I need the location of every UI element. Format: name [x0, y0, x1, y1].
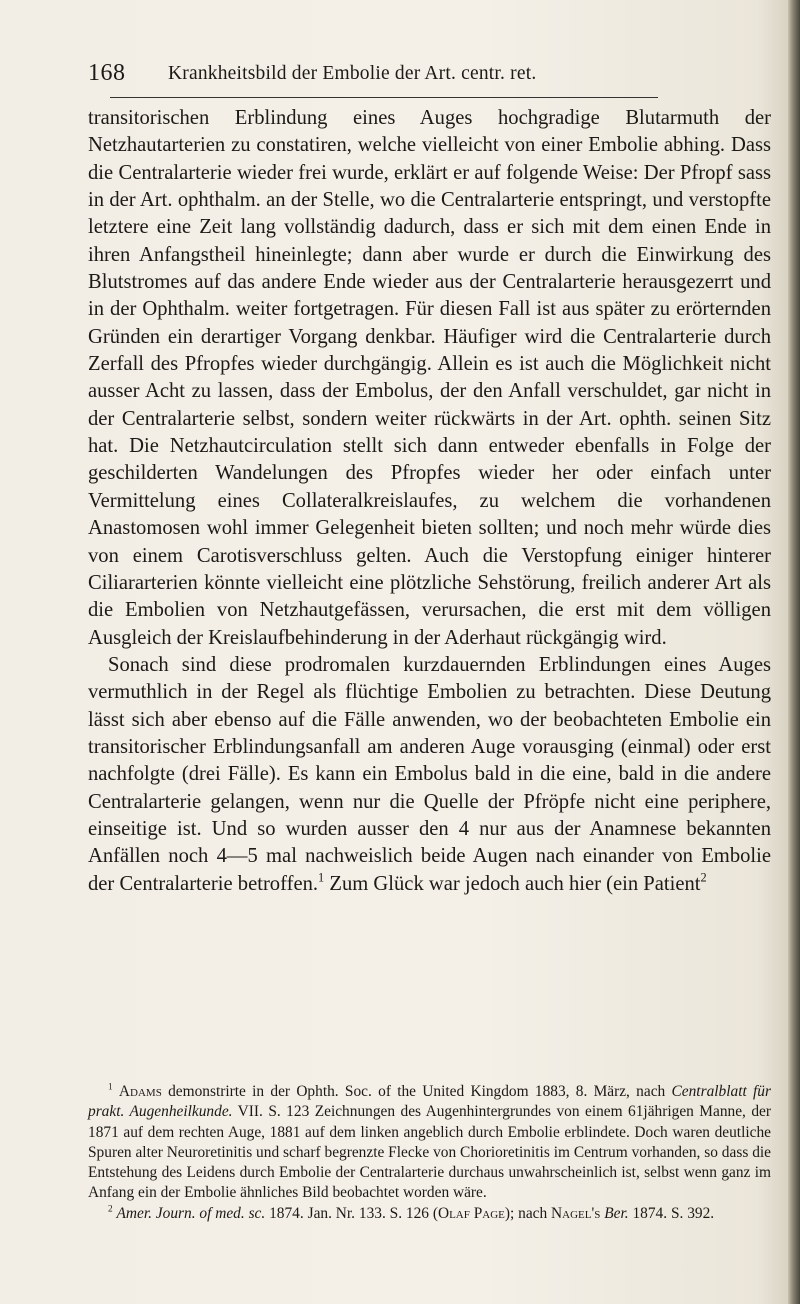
- footnote-2-author: Olaf Page: [437, 1204, 505, 1222]
- footnote-2-text-c: 1874. S. 392.: [628, 1204, 715, 1222]
- footnote-1-author: Adams: [118, 1083, 162, 1100]
- footnote-2-author-2: Nagel's: [551, 1204, 601, 1222]
- page-number: 168: [88, 60, 126, 86]
- running-title: Krankheitsbild der Embolie der Art. centr. ret.: [168, 63, 537, 84]
- footnote-2-text-b: ); nach: [504, 1204, 552, 1222]
- footnote-2: [88, 1204, 771, 1224]
- footnote-ref-2: 2: [700, 869, 707, 884]
- footnote-1: [88, 1082, 771, 1204]
- header-rule: [110, 97, 658, 98]
- footnotes: [88, 1082, 771, 1224]
- footnote-1-text-b: VII. S. 123 Zeichnungen des Augenhintergrundes von einem 61jährigen Manne, der 1871 auf dem rechten Auge, 1881 auf dem linken angeblich durch Embolie erblindete. Doch waren deutliche Spuren alter Neuroretinitis und scharf begrenzte Flecke von Chorioretinitis im Centrum vorhanden, so dass die Entstehung des Leidens durch Embolie der Centralarterie durchaus unwahrscheinlich ist, selbst wenn ganz im Anfang ein der Embolie ähnliches Bild beobachtet worden wäre.: [88, 1103, 771, 1202]
- paragraph-2-main: Sonach sind diese prodromalen kurzdauernden Erblindungen eines Auges vermuthlich in der Regel als flüchtige Embolien zu betrachten. Diese Deutung lässt sich aber ebenso auf die Fälle anwenden, wo der beobachteten Embolie ein transitorischer Erblindungsanfall am anderen Auge vorausging (einmal) oder erst nachfolgte (drei Fälle). Es kann ein Embolus bald in die eine, bald in die andere Centralarterie gelangen, wenn nur die Quelle der Pfröpfe nicht eine periphere, einseitige ist. Und so wurden ausser den 4 nur aus der Anamnese bekannten Anfällen noch 4—5 mal nachweislich beide Augen nach einander von Embolie der Centralarterie betroffen.: [88, 653, 771, 895]
- paragraph-2: [88, 652, 771, 898]
- paragraph-2-tail: Zum Glück war jedoch auch hier (ein Patient: [324, 872, 701, 895]
- page-header: [88, 60, 773, 90]
- footnote-2-journal: Amer. Journ. of med. sc.: [116, 1204, 266, 1222]
- page-edge-shadow: [788, 0, 800, 1304]
- paragraph-1: transitorischen Erblindung eines Auges hochgradige Blutarmuth der Netzhautarterien zu constatiren, welche vielleicht von einer Embolie abhing. Dass die Centralarterie wieder frei wurde, erklärt er auf folgende Weise: Der Pfropf sass in der Art. ophthalm. an der Stelle, wo die Centralarterie entspringt, und verstopfte letztere eine Zeit lang vollständig dadurch, dass er sich mit dem einen Ende in ihren Anfangstheil hineinlegte; dann aber wurde er durch die Einwirkung des Blutstromes auf das andere Ende wieder aus der Centralarterie herausgezerrt und in der Ophthalm. weiter fortgetragen. Für diesen Fall ist aus später zu erörternden Gründen ein derartiger Vorgang denkbar. Häufiger wird die Centralarterie durch Zerfall des Pfropfes wieder durchgängig. Allein es ist auch die Möglichkeit nicht ausser Acht zu lassen, dass der Embolus, der den Anfall verschuldet, gar nicht in der Centralarterie selbst, sondern weiter rückwärts in der Art. ophth. seinen Sitz hat. Die Netzhautcirculation stellt sich dann entweder ebenfalls in Folge der geschilderten Wandelungen des Pfropfes wieder her oder einfach unter Vermittelung eines Collateralkreislaufes, zu welchem die vorhandenen Anastomosen wohl immer Gelegenheit bieten sollten; und noch mehr würde dies von einem Carotisverschluss gelten. Auch die Verstopfung einiger hinterer Ciliararterien könnte vielleicht eine plötzliche Sehstörung, freilich anderer Art als die Embolien von Netzhautgefässen, verursachen, die erst mit dem völligen Ausgleich der Kreislaufbehinderung in der Aderhaut rückgängig wird.: [88, 107, 771, 649]
- footnote-2-text-a: 1874. Jan. Nr. 133. S. 126 (: [265, 1204, 438, 1222]
- footnote-ref-1: 1: [318, 869, 325, 884]
- footnote-2-mark: 2: [108, 1203, 113, 1214]
- footnote-1-journal: Centralblatt für prakt. Augenheilkunde.: [88, 1083, 771, 1121]
- body-text: [88, 105, 771, 898]
- footnote-1-mark: 1: [108, 1081, 113, 1092]
- footnote-1-text-a: demonstrirte in der Ophth. Soc. of the United Kingdom 1883, 8. März, nach: [161, 1083, 672, 1100]
- footnote-2-journal-2: Ber.: [604, 1204, 629, 1222]
